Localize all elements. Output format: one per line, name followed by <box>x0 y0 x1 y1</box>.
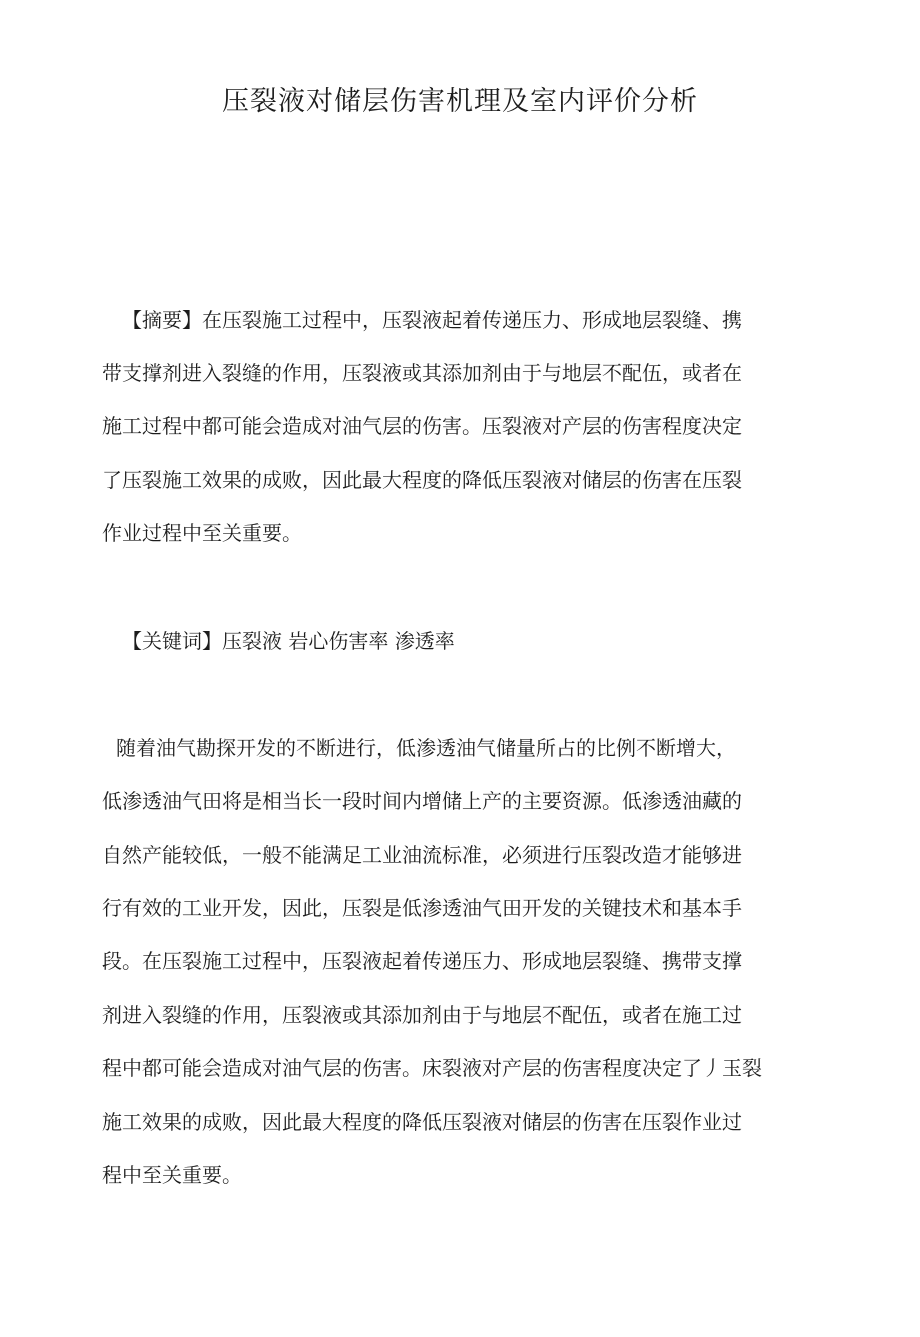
body-line-2: 低渗透油气田将是相当长一段时间内增储上产的主要资源。低渗透油藏的 <box>102 789 742 813</box>
keywords-line: 【关键词】压裂液 岩心伤害率 渗透率 <box>122 629 455 653</box>
abstract-line-2: 带支撑剂进入裂缝的作用，压裂液或其添加剂由于与地层不配伍，或者在 <box>102 361 742 385</box>
body-line-7: 程中都可能会造成对油气层的伤害。床裂液对产层的伤害程度决定了丿玉裂 <box>102 1056 762 1080</box>
body-line-8: 施工效果的成败，因此最大程度的降低压裂液对储层的伤害在压裂作业过 <box>102 1110 742 1134</box>
abstract-line-5: 作业过程中至关重要。 <box>102 521 302 545</box>
body-line-3: 自然产能较低，一般不能满足工业油流标准，必须进行压裂改造才能够进 <box>102 843 742 867</box>
document-title: 压裂液对储层伤害机理及室内评价分析 <box>222 86 698 117</box>
body-line-6: 剂进入裂缝的作用，压裂液或其添加剂由于与地层不配伍，或者在施工过 <box>102 1003 742 1027</box>
body-line-9: 程中至关重要。 <box>102 1163 242 1187</box>
body-line-1: 随着油气勘探开发的不断进行，低渗透油气储量所占的比例不断增大， <box>116 736 736 760</box>
abstract-line-1: 【摘要】在压裂施工过程中，压裂液起着传递压力、形成地层裂缝、携 <box>122 308 742 332</box>
body-line-4: 行有效的工业开发，因此，压裂是低渗透油气田开发的关键技术和基本手 <box>102 896 742 920</box>
abstract-line-4: 了压裂施工效果的成败，因此最大程度的降低压裂液对储层的伤害在压裂 <box>102 468 742 492</box>
body-line-5: 段。在压裂施工过程中，压裂液起着传递压力、形成地层裂缝、携带支撑 <box>102 949 742 973</box>
abstract-line-3: 施工过程中都可能会造成对油气层的伤害。压裂液对产层的伤害程度决定 <box>102 414 742 438</box>
